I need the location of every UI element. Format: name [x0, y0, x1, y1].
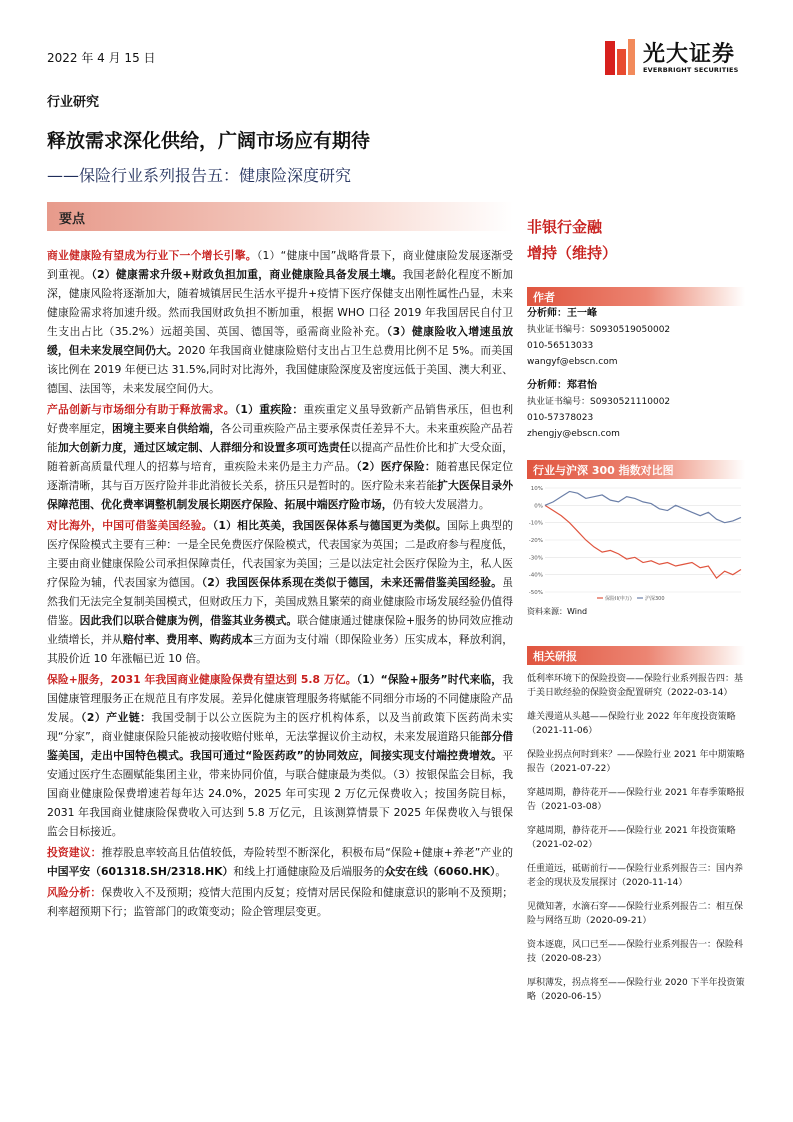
y-tick-label: -30% — [528, 555, 543, 562]
related-report-date: （2020-06-15） — [536, 992, 607, 1002]
comparison-chart — [527, 482, 745, 602]
body-text: （1）“健康中国”战略背景下，商业健康险发展逐渐受到重视。 — [47, 249, 514, 281]
body-text: 国际上典型的医疗保险模式主要有三种：一是全民免费医疗保险模式，代表国家为英国；二是政府参与程度低，主要由商业健康保险公司承担保障责任，代表国家为美国；三是以法定社会医疗保险为主，私人医疗保险为辅，代表国家为德国。 — [47, 519, 513, 589]
paragraph-1 — [47, 246, 513, 398]
y-tick-label: 10% — [530, 486, 543, 492]
paragraph-6 — [47, 883, 513, 921]
bold-text: （1）“保险+服务”时代来临， — [356, 673, 503, 686]
body-text: 我国健康管理服务正在规范且有序发展。差异化健康管理服务将赋能不同细分市场的不同健康险产品发展。 — [47, 673, 514, 724]
related-report-item[interactable] — [527, 976, 745, 1004]
analyst-license: 执业证书编号：S0930519050002 — [527, 325, 671, 335]
lead-text: 商业健康险有望成为行业下一个增长引擎。 — [47, 249, 257, 262]
bold-text: 困境主要来自供给端， — [112, 422, 221, 435]
lead-text: 保险+服务，2031 年我国商业健康险保费有望达到 5.8 万亿。 — [47, 673, 357, 686]
body-text: 仍有较大发展潜力。 — [392, 498, 490, 511]
related-report-date: （2022-03-14） — [662, 688, 733, 698]
analyst-name: 分析师：王一峰 — [527, 308, 597, 319]
series-line-2 — [545, 491, 741, 522]
body-text: 以提高产品性价比和扩大受众面，随着新高质量代理人的招募与培育，重疾险未来仍是主力产品。 — [47, 441, 514, 473]
brand-name-en: EVERBRIGHT SECURITIES — [643, 66, 739, 74]
section-header-keypoints — [47, 202, 513, 231]
brand-logo — [603, 37, 743, 81]
paragraph-3 — [47, 516, 513, 668]
everbright-logo-icon — [603, 37, 637, 79]
y-tick-label: -40% — [528, 572, 543, 579]
related-report-item[interactable] — [527, 786, 745, 814]
related-report-title: 穿越周期，静待花开——保险行业 2021 年春季策略报告 — [527, 788, 745, 812]
section-header-label: 相关研报 — [533, 650, 577, 663]
legend-label: 保险II(申万) — [605, 596, 632, 602]
body-text: 保费收入不及预期；疫情大范围内反复；疫情对居民保险和健康意识的影响不及预期；利率超预期下行；监管部门的政策变动；险企管理层变更。 — [47, 886, 514, 918]
body-text: 推荐股息率较高且估值较低，寿险转型不断深化，积极布局“保险+健康+养老”产业的 — [101, 846, 514, 859]
body-text: 平安通过医疗生态圈赋能集团主业，带来协同价值，与联合健康最为类似。（3）按银保监会目标，我国商业健康险保费增速若每年达 24.0%，2025 年可实现 2 万亿元保费收入；按国务院目标，2031 年我国商业健康险保费收入可达到 5.8 万亿元，且该测算情景下 2025 年保费收入与银保监会目标接近。 — [47, 749, 513, 838]
paragraph-2 — [47, 400, 513, 514]
related-report-item[interactable] — [527, 938, 745, 966]
report-category: 行业研究 — [47, 95, 100, 110]
analyst-block — [527, 306, 670, 370]
bold-text: （2）产业链： — [80, 711, 152, 724]
related-report-item[interactable] — [527, 862, 745, 890]
related-reports-list — [527, 672, 745, 1014]
section-header-label: 要点 — [59, 212, 86, 227]
analyst-block — [527, 378, 670, 442]
lead-text: 产品创新与市场细分有助于释放需求。 — [47, 403, 235, 416]
bold-text: （3）健康险收入增速虽放缓，但未来发展空间仍大。 — [47, 325, 513, 357]
lead-text: 投资建议： — [47, 846, 102, 859]
body-text: 我国受制于以公立医院为主的医疗机构体系，以及当前政策下医药尚未实现“分家”，商业健康保险只能被动接收赔付账单，无法掌握议价主动权，未来发展道路只能 — [47, 711, 513, 743]
section-header-label: 行业与沪深 300 指数对比图 — [533, 464, 674, 477]
body-text: 虽然我们无法完全复制美国模式，但财政压力下，美国成熟且繁荣的商业健康险市场发展经验仍值得借鉴。 — [47, 576, 513, 627]
sector-name: 非银行金融 — [527, 218, 603, 236]
related-report-date: （2020-09-21） — [581, 916, 652, 926]
bold-text: （2）健康需求升级+财政负担加重，商业健康险具备发展土壤。 — [91, 268, 403, 281]
bold-text: 众安在线（6060.HK） — [384, 865, 496, 878]
bold-text: （1）相比英美，我国医保体系与德国更为类似。 — [212, 519, 447, 532]
related-report-item[interactable] — [527, 900, 745, 928]
lead-text: 对比海外，中国可借鉴美国经验。 — [47, 519, 213, 532]
bold-text: 扩大医保目录外保障范围、优化费率调整机制发展长期医疗保险、拓展中端医疗险市场， — [47, 479, 513, 511]
related-report-date: （2021-11-06） — [527, 726, 598, 736]
bold-text: 赔付率、费用率、购药成本 — [122, 633, 253, 646]
chart-source: 资料来源：Wind — [527, 607, 588, 616]
related-report-title: 雄关漫道从头越——保险行业 2022 年年度投资策略 — [527, 712, 736, 722]
related-report-title: 低利率环境下的保险投资——保险行业系列报告四：基于美日欧经验的保险资金配置研究 — [527, 674, 744, 698]
related-report-title: 保险业拐点何时到来？——保险行业 2021 年中期策略报告 — [527, 750, 745, 774]
analyst-phone: 010-57378023 — [527, 413, 594, 423]
page-title: 释放需求深化供给，广阔市场应有期待 — [47, 130, 371, 152]
bold-text: 加大创新力度，通过区域定制、人群细分和设置多项可选责任 — [57, 441, 351, 454]
related-report-date: （2020-08-23） — [536, 954, 607, 964]
section-header-label: 作者 — [533, 291, 555, 304]
related-report-title: 厚积薄发，拐点将至——保险行业 2020 下半年投资策略 — [527, 978, 745, 1002]
related-report-item[interactable] — [527, 824, 745, 852]
related-report-item[interactable] — [527, 710, 745, 738]
y-tick-label: 0% — [534, 503, 543, 510]
body-text: 随着惠民保定位逐渐清晰，其与百万医疗险并非此消彼长关系，挤压只是暂时的。医疗险未来若能 — [47, 460, 514, 492]
lead-text: 风险分析： — [47, 886, 102, 899]
y-tick-label: -50% — [528, 590, 543, 596]
main-body — [47, 246, 513, 923]
bold-text: 因此我们以联合健康为例，借鉴其业务模式。 — [79, 614, 298, 627]
paragraph-4 — [47, 670, 513, 841]
analyst-license: 执业证书编号：S0930521110002 — [527, 397, 671, 407]
brand-name-cn: 光大证券 — [643, 42, 736, 67]
report-date: 2022 年 4 月 15 日 — [47, 51, 156, 65]
related-report-title: 任重道远，砥砺前行——保险行业系列报告三：国内养老金的现状及发展探讨 — [527, 864, 744, 888]
bold-text: （2）医疗保险： — [356, 460, 436, 473]
page-subtitle: ——保险行业系列报告五：健康险深度研究 — [47, 166, 352, 185]
body-text: 各公司重疾险产品主要承保责任差异不大。未来重疾险产品若能 — [47, 422, 514, 454]
body-text: 重疾重定义虽导致新产品销售承压，但也利好费率厘定， — [47, 403, 514, 435]
y-tick-label: -20% — [528, 538, 543, 544]
related-report-title: 资本逐鹿，风口已至——保险行业系列报告一：保险科技 — [527, 940, 744, 964]
section-header-author — [527, 287, 745, 306]
body-text: 联合健康通过健康保险+服务的协同效应推动业绩增长，并从 — [47, 614, 514, 646]
section-header-chart — [527, 460, 745, 479]
body-text: 2020 年我国商业健康险赔付支出占卫生总费用比例不足 5%。而美国该比例在 2019 年便已达 31.5%,同时对比海外，我国健康险深度及密度远低于美国、澳大利亚、德国、法国等，未来发展空间仍大。 — [47, 344, 514, 395]
bold-text: 部分借鉴美国，走出中国特色模式。我国可通过“险医药政”的协同效应，间接实现支付端控费增效。 — [47, 730, 513, 762]
analyst-phone: 010-56513033 — [527, 341, 594, 351]
related-report-item[interactable] — [527, 748, 745, 776]
bold-text: （1）重疾险： — [234, 403, 304, 416]
rating-value: 增持（维持） — [527, 244, 618, 262]
body-text: 。 — [495, 865, 507, 878]
related-report-date: （2021-03-08） — [536, 802, 607, 812]
body-text: 和线上打通健康险及后端服务的 — [233, 865, 385, 878]
bold-text: （2）我国医保体系现在类似于德国，未来还需借鉴美国经验。 — [201, 576, 503, 589]
section-header-related — [527, 646, 745, 665]
related-report-title: 见微知著，水滴石穿——保险行业系列报告二：相互保险与网络互助 — [527, 902, 744, 926]
body-text: 三方面为支付端（即保险业务）压实成本，释放利润，其股价近 10 年涨幅已近 10 倍。 — [47, 633, 514, 665]
bold-text: 中国平安（601318.SH/2318.HK） — [47, 865, 234, 878]
related-report-title: 穿越周期，静待花开——保险行业 2021 年投资策略 — [527, 826, 736, 836]
paragraph-5 — [47, 843, 513, 881]
y-tick-label: -10% — [528, 520, 543, 527]
related-report-date: （2020-11-14） — [617, 878, 688, 888]
series-line-1 — [545, 505, 741, 578]
analyst-email: wangyf@ebscn.com — [527, 357, 618, 367]
analyst-name: 分析师：郑君怡 — [527, 380, 597, 391]
related-report-date: （2021-07-22） — [545, 764, 616, 774]
legend-label: 沪深300 — [645, 596, 665, 602]
related-report-item[interactable] — [527, 672, 745, 700]
analyst-email: zhengjy@ebscn.com — [527, 429, 620, 439]
rating-block — [527, 214, 617, 266]
related-report-date: （2021-02-02） — [527, 840, 598, 850]
body-text: 我国老龄化程度不断加深，健康风险将逐渐加大，随着城镇居民生活水平提升+疫情下医疗保健支出刚性属性凸显，未来健康险需求将加速升级。然而我国财政负担不断加重，根据 WHO 口径 2019 年我国居民自付卫生支出占比（35.2%）远超美国、英国、德国等，亟需商业险补充。 — [47, 268, 514, 338]
